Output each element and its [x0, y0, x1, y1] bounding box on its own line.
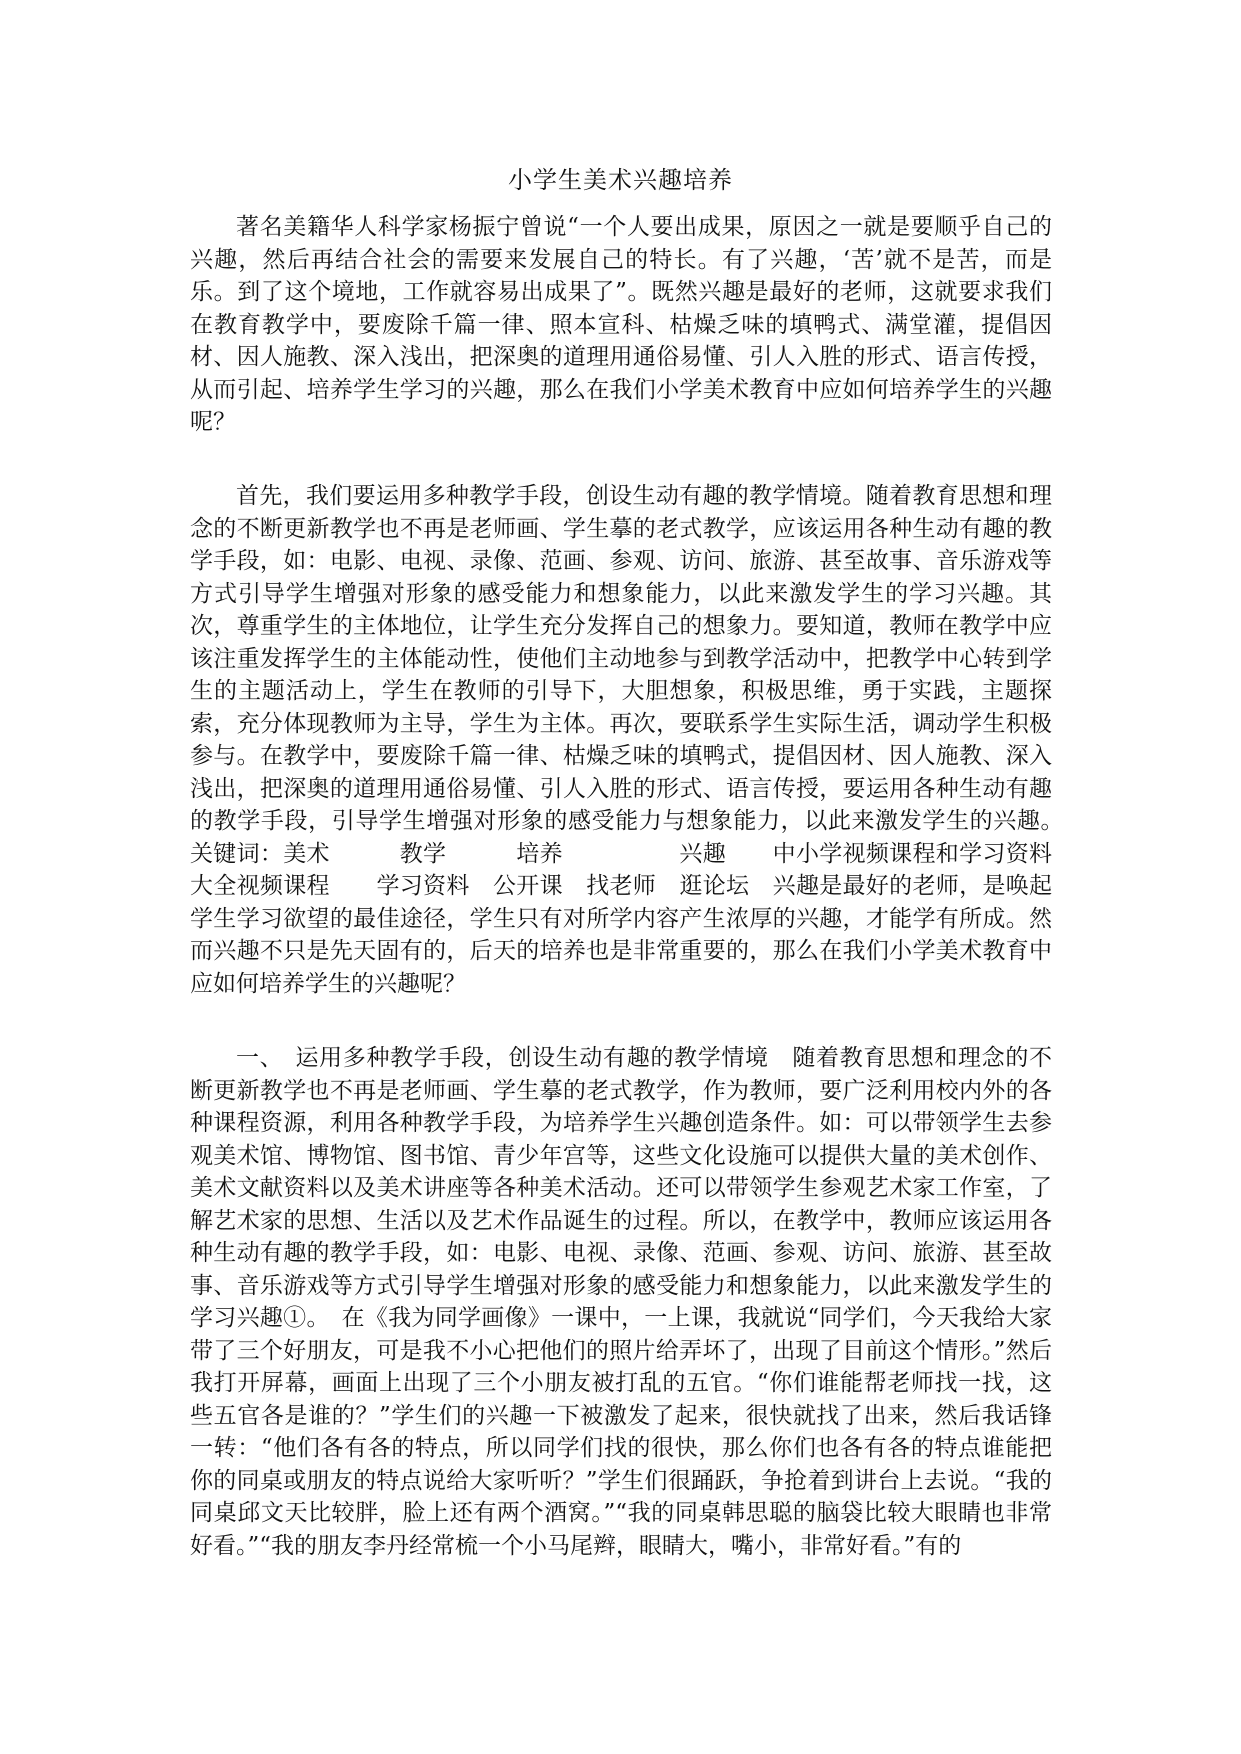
paragraph-methods: 首先，我们要运用多种教学手段，创设生动有趣的教学情境。随着教育思想和理念的不断更新教学也不再是老师画、学生摹的老式教学，应该运用各种生动有趣的教学手段，如：电影、电视、录像、范画、参观、访问、旅游、甚至故事、音乐游戏等方式引导学生增强对形象的感受能力和想象能力，以此来激发学生的学习兴趣。其次，尊重学生的主体地位，让学生充分发挥自己的想象力。要知道，教师在教学中应该注重发挥学生的主体能动性，使他们主动地参与到教学活动中，把教学中心转到学生的主题活动上，学生在教师的引导下，大胆想象，积极思维，勇于实践，主题探索，充分体现教师为主导，学生为主体。再次，要联系学生实际生活，调动学生积极参与。在教学中，要废除千篇一律、枯燥乏味的填鸭式，提倡因材、因人施教、深入浅出，把深奥的道理用通俗易懂、引人入胜的形式、语言传授，要运用各种生动有趣的教学手段，引导学生增强对形象的感受能力与想象能力，以此来激发学生的兴趣。 关键词：美术 教学 培养 兴趣 中小学视频课程和学习资料大全视频课程 学习资料 公开课 找老师 逛论坛 兴趣是最好的老师，是唤起学生学习欲望的最佳途径，学生只有对所学内容产生浓厚的兴趣，才能学有所成。然而兴趣不只是先天固有的，后天的培养也是非常重要的，那么在我们小学美术教育中应如何培养学生的兴趣呢？ — [190, 483, 1098, 997]
document-title: 小学生美术兴趣培养 — [508, 166, 733, 194]
paragraph-section-one: 一、 运用多种教学手段，创设生动有趣的教学情境 随着教育思想和理念的不断更新教学也不再是老师画、学生摹的老式教学，作为教师，要广泛利用校内外的各种课程资源，利用各种教学手段，为培养学生兴趣创造条件。如：可以带领学生去参观美术馆、博物馆、图书馆、青少年宫等，这些文化设施可以提供大量的美术创作、美术文献资料以及美术讲座等各种美术活动。还可以带领学生参观艺术家工作室，了解艺术家的思想、生活以及艺术作品诞生的过程。所以，在教学中，教师应该运用各种生动有趣的教学手段，如：电影、电视、录像、范画、参观、访问、旅游、甚至故事、音乐游戏等方式引导学生增强对形象的感受能力和想象能力，以此来激发学生的学习兴趣①。 在《我为同学画像》一课中，一上课，我就说“同学们，今天我给大家带了三个好朋友，可是我不小心把他们的照片给弄坏了，出现了目前这个情形。”然后我打开屏幕，画面上出现了三个小朋友被打乱的五官。“你们谁能帮老师找一找，这些五官各是谁的？”学生们的兴趣一下被激发了起来，很快就找了出来，然后我话锋一转：“他们各有各的特点，所以同学们找的很快，那么你们也各有各的特点谁能把你的同桌或朋友的特点说给大家听听？”学生们很踊跃，争抢着到讲台上去说。“我的同桌邱文天比较胖，脸上还有两个酒窝。”“我的同桌韩思聪的脑袋比较大眼睛也非常好看。”“我的朋友李丹经常梳一个小马尾辫，眼睛大，嘴小，非常好看。”有的 — [190, 1045, 1052, 1559]
paragraph-intro: 著名美籍华人科学家杨振宁曾说“一个人要出成果，原因之一就是要顺乎自己的兴趣，然后再结合社会的需要来发展自己的特长。有了兴趣，‘苦’就不是苦，而是乐。到了这个境地，工作就容易出成果了”。既然兴趣是最好的老师，这就要求我们在教育教学中，要废除千篇一律、照本宣科、枯燥乏味的填鸭式、满堂灌，提倡因材、因人施教、深入浅出，把深奥的道理用通俗易懂、引人入胜的形式、语言传授，从而引起、培养学生学习的兴趣，那么在我们小学美术教育中应如何培养学生的兴趣呢？ — [190, 214, 1052, 435]
